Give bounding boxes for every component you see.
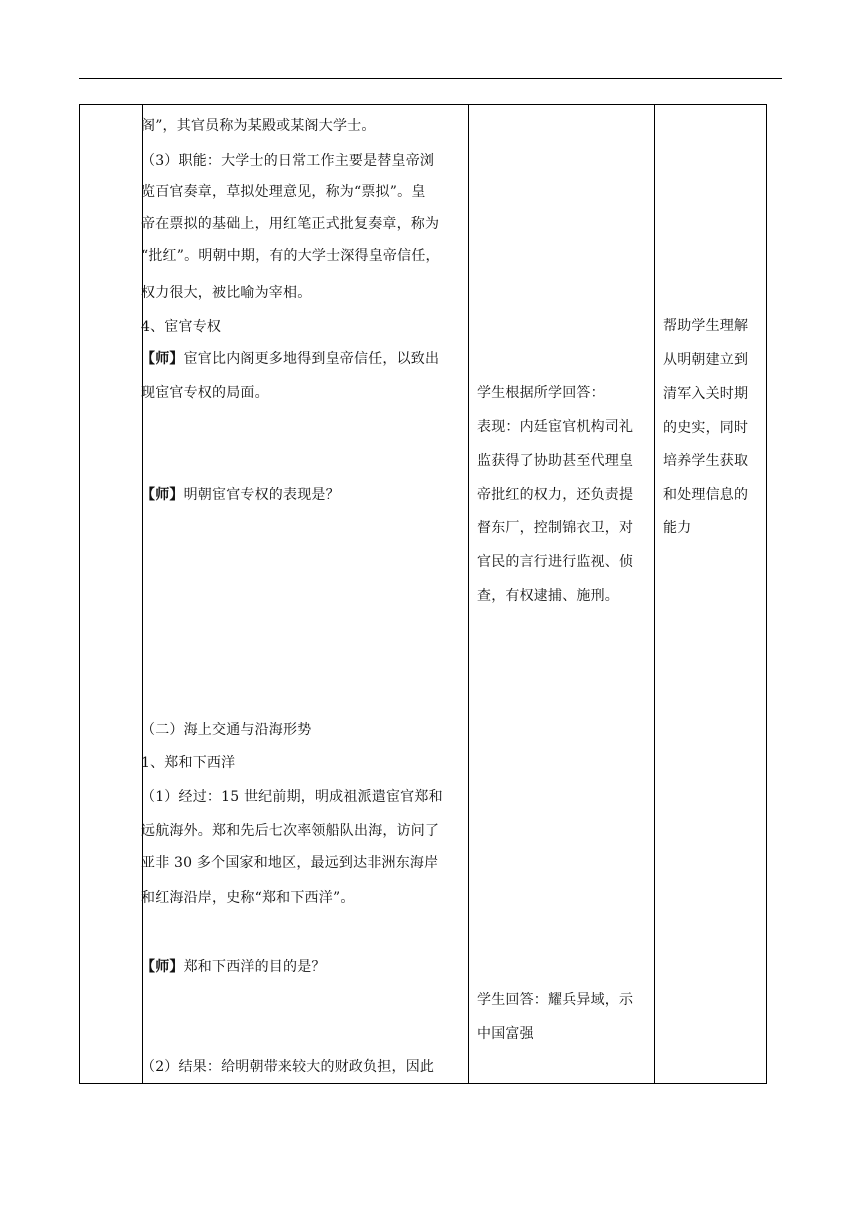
student-line: 表现：内廷宦官机构司礼 xyxy=(477,419,634,435)
student-line: 官民的言行进行监视、侦 xyxy=(477,554,634,570)
intent-line: 培养学生获取 xyxy=(663,453,749,469)
intent-line: 能力 xyxy=(663,520,692,536)
intent-line: 帮助学生理解 xyxy=(663,318,749,334)
content-line: （3）职能：大学士的日常工作主要是替皇帝浏 xyxy=(141,153,435,169)
student-line: 中国富强 xyxy=(477,1026,534,1042)
student-line: 学生根据所学回答： xyxy=(477,385,605,401)
student-line: 帝批红的权力，还负责提 xyxy=(477,487,634,503)
student-activity-cell xyxy=(477,105,653,1083)
content-line: 和红海沿岸，史称“郑和下西洋”。 xyxy=(141,890,355,906)
student-line: 监获得了协助甚至代理皇 xyxy=(477,453,634,469)
teacher-tag: 【师】 xyxy=(141,351,184,367)
student-line: 查，有权逮捕、施刑。 xyxy=(477,588,619,604)
content-line: 现宦官专权的局面。 xyxy=(141,385,269,401)
section-label-cell xyxy=(80,105,142,1083)
content-text: 郑和下西洋的目的是？ xyxy=(183,959,326,975)
teaching-content-cell xyxy=(141,105,467,1083)
intent-line: 从明朝建立到 xyxy=(663,352,749,368)
student-line: 学生回答：耀兵异域，示 xyxy=(477,992,634,1008)
content-line: 览百官奏章，草拟处理意见，称为“票拟”。皇 xyxy=(141,184,426,200)
section-heading: 1、郑和下西洋 xyxy=(141,755,236,771)
content-line: 亚非 30 多个国家和地区，最远到达非洲东海岸 xyxy=(141,855,439,871)
section-heading: 4、宦官专权 xyxy=(141,319,222,335)
column-divider xyxy=(468,105,469,1083)
column-divider xyxy=(654,105,655,1083)
intent-line: 和处理信息的 xyxy=(663,487,749,503)
lesson-plan-table xyxy=(79,104,767,1084)
teacher-tag: 【师】 xyxy=(141,487,184,503)
content-line: 阁”，其官员称为某殿或某阁大学士。 xyxy=(141,118,376,134)
content-line: 权力很大，被比喻为宰相。 xyxy=(141,285,312,301)
teacher-prompt xyxy=(141,957,326,977)
content-line: （2）结果：给明朝带来较大的财政负担，因此 xyxy=(141,1059,435,1075)
teacher-prompt xyxy=(141,485,340,505)
teacher-tag: 【师】 xyxy=(141,959,184,975)
teacher-prompt xyxy=(141,349,439,369)
design-intent-cell xyxy=(663,105,763,1083)
section-heading: （二）海上交通与沿海形势 xyxy=(141,722,312,738)
intent-line: 清军入关时期 xyxy=(663,386,749,402)
intent-line: 的史实，同时 xyxy=(663,420,749,436)
student-line: 督东厂，控制锦衣卫，对 xyxy=(477,520,634,536)
header-rule xyxy=(79,78,782,79)
content-line: 远航海外。郑和先后七次率领船队出海，访问了 xyxy=(141,823,440,839)
content-text: 明朝宦官专权的表现是？ xyxy=(183,487,340,503)
content-text: 宦官比内阁更多地得到皇帝信任，以致出 xyxy=(183,351,440,367)
content-line: 帝在票拟的基础上，用红笔正式批复奏章，称为 xyxy=(141,216,440,232)
content-line: （1）经过：15 世纪前期，明成祖派遣宦官郑和 xyxy=(141,789,443,805)
content-line: “批红”。明朝中期，有的大学士深得皇帝信任， xyxy=(141,248,440,264)
